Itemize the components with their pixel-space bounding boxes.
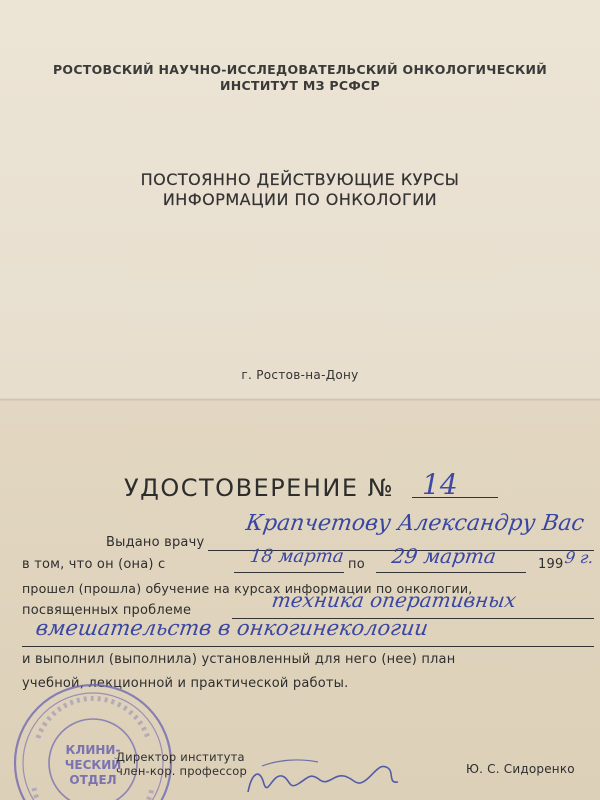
courses-title-line2: ИНФОРМАЦИИ ПО ОНКОЛОГИИ <box>162 190 438 209</box>
number-underline <box>412 497 498 498</box>
work-text: учебной, лекционной и практической работы. <box>22 676 349 691</box>
date-from-underline <box>234 572 344 573</box>
topic-handwritten-line2: вмешательств в онкогинекологии <box>34 616 430 640</box>
issued-label: Выдано врачу <box>106 535 205 550</box>
date-to-label: по <box>348 557 365 572</box>
clinical-department-stamp <box>8 678 178 800</box>
institute-name-line2: ИНСТИТУТ МЗ РСФСР <box>220 78 380 93</box>
director-signature <box>238 754 418 800</box>
topic-handwritten-line1: техника оперативных <box>270 588 518 612</box>
year-suffix-handwritten: 9 г. <box>563 548 595 567</box>
date-to-underline <box>376 572 526 573</box>
period-prefix: в том, что он (она) с <box>22 557 166 572</box>
courses-title-line1: ПОСТОЯННО ДЕЙСТВУЮЩИЕ КУРСЫ <box>140 170 460 189</box>
plan-text: и выполнил (выполнила) установленный для него (нее) план <box>22 652 456 667</box>
signature-role-line1: Директор института <box>116 750 245 764</box>
stamp-text-line3: ОТДЕЛ <box>69 773 117 787</box>
issued-name-handwritten: Крапчетову Александру Вас <box>244 511 586 536</box>
city-label: г. Ростов-на-Дону <box>241 368 359 382</box>
fold-line <box>0 398 600 401</box>
stamp-text-line1: КЛИНИ- <box>65 743 121 757</box>
topic-underline-2 <box>22 646 594 647</box>
certificate-title: УДОСТОВЕРЕНИЕ № <box>124 474 395 502</box>
certificate-number: 14 <box>422 468 458 501</box>
institute-name-line1: РОСТОВСКИЙ НАУЧНО-ИССЛЕДОВАТЕЛЬСКИЙ ОНКОЛОГИЧЕСКИЙ <box>52 62 548 77</box>
stamp-icon <box>8 678 178 800</box>
signature-scribble-icon <box>238 754 418 800</box>
topic-label: посвященных проблеме <box>22 603 192 618</box>
completed-text: прошел (прошла) обучение на курсах информации по онкологии, <box>22 581 473 596</box>
director-name: Ю. С. Сидоренко <box>466 762 575 776</box>
year-prefix: 199 <box>538 557 564 572</box>
signature-role-line2: член-кор. профессор <box>116 764 248 778</box>
date-to-handwritten: 29 марта <box>390 544 498 568</box>
stamp-text-line2: ЧЕСКИЙ <box>64 758 122 772</box>
date-from-handwritten: 18 марта <box>248 546 346 567</box>
